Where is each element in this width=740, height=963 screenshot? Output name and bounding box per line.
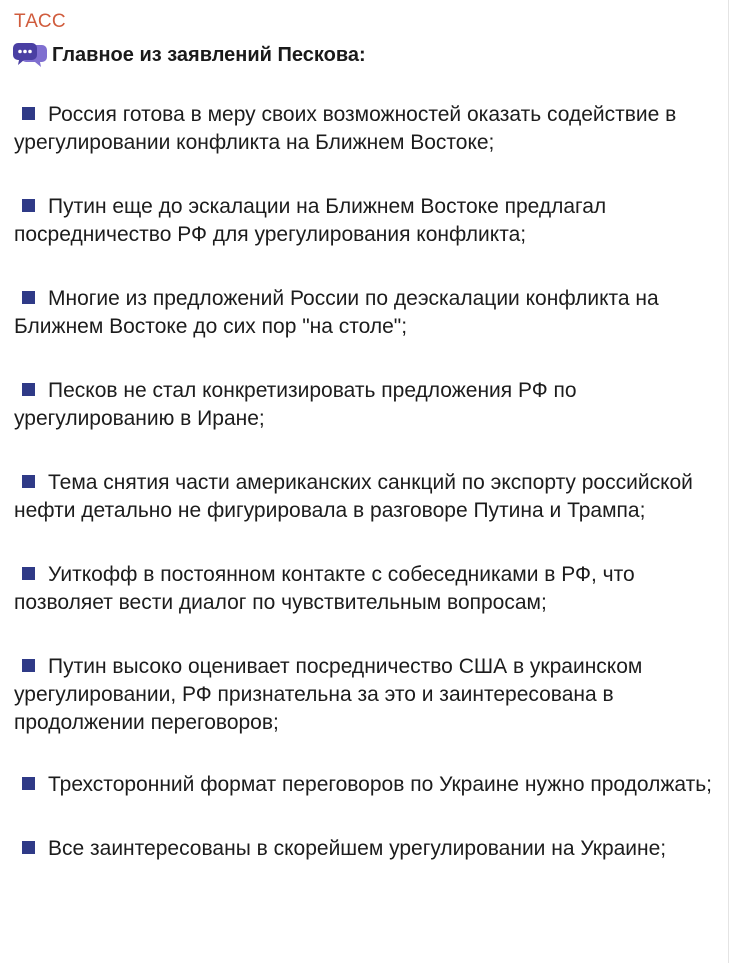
list-item — [14, 285, 714, 341]
list-item-text: Тема снятия части американских санкций по экспорту российской нефти детально не фигурировала в разговоре Путина и Трампа; — [14, 471, 693, 522]
square-bullet-icon — [22, 383, 35, 396]
list-item-text: Россия готова в меру своих возможностей оказать содействие в урегулировании конфликта на Ближнем Востоке; — [14, 103, 677, 154]
list-item-text: Путин еще до эскалации на Ближнем Востоке предлагал посредничество РФ для урегулирования конфликта; — [14, 195, 607, 246]
heading-text: Главное из заявлений Пескова: — [52, 44, 366, 66]
list-item — [14, 469, 714, 525]
list-item — [14, 835, 714, 863]
list-item-text: Уиткофф в постоянном контакте с собеседниками в РФ, что позволяет вести диалог по чувствительным вопросам; — [14, 563, 635, 614]
square-bullet-icon — [22, 199, 35, 212]
statement-list — [14, 101, 714, 899]
speech-bubbles-icon — [12, 41, 48, 69]
list-item — [14, 561, 714, 617]
square-bullet-icon — [22, 659, 35, 672]
square-bullet-icon — [22, 567, 35, 580]
list-item — [14, 193, 714, 249]
square-bullet-icon — [22, 777, 35, 790]
square-bullet-icon — [22, 107, 35, 120]
message-heading — [12, 41, 366, 69]
list-item-text: Многие из предложений России по деэскалации конфликта на Ближнем Востоке до сих пор "на столе"; — [14, 287, 659, 338]
list-item — [14, 377, 714, 433]
sender-name[interactable]: ТАСС — [14, 11, 66, 32]
square-bullet-icon — [22, 291, 35, 304]
list-item — [14, 653, 714, 737]
list-item — [14, 771, 714, 799]
square-bullet-icon — [22, 475, 35, 488]
list-item-text: Все заинтересованы в скорейшем урегулировании на Украине; — [48, 837, 667, 860]
list-item-text: Песков не стал конкретизировать предложения РФ по урегулированию в Иране; — [14, 379, 577, 430]
list-item — [14, 101, 714, 157]
list-item-text: Путин высоко оценивает посредничество США в украинском урегулировании, РФ признательна за это и заинтересована в продолжении переговоров; — [14, 655, 643, 734]
list-item-text: Трехсторонний формат переговоров по Украине нужно продолжать; — [48, 773, 713, 796]
square-bullet-icon — [22, 841, 35, 854]
